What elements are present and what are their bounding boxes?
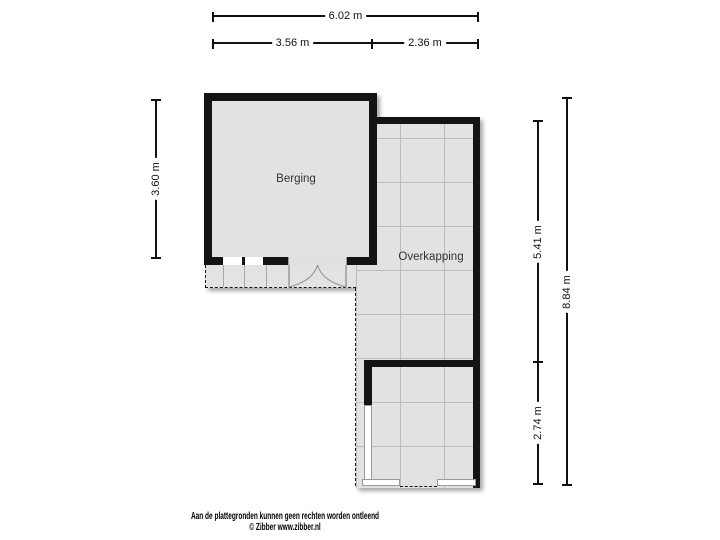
dimension-label-berging-height: 3.60 m xyxy=(150,158,162,200)
dim-tick xyxy=(477,12,479,22)
lower-room-left-opening xyxy=(364,405,372,483)
dimension-lower-section-height xyxy=(532,362,544,484)
dim-tick xyxy=(533,483,543,485)
wall-lower-room-top xyxy=(364,360,480,367)
footer-copyright: © Zibber www.zibber.nl xyxy=(249,521,321,533)
window-berging xyxy=(220,257,266,265)
lower-room-bottom-opening-left xyxy=(362,479,400,486)
dimension-label-overkapping-height: 5.41 m xyxy=(532,221,544,263)
window-projection-line xyxy=(223,265,224,287)
dimension-label-berging-width: 3.56 m xyxy=(272,37,314,49)
dimension-total-width xyxy=(213,10,478,22)
dimension-overkapping-height xyxy=(532,121,544,362)
dim-tick xyxy=(212,39,214,49)
window-frame-tick xyxy=(220,257,223,265)
wall-overkapping-top xyxy=(375,117,480,124)
dim-tick xyxy=(151,99,161,101)
dim-tick xyxy=(212,12,214,22)
dimension-total-height xyxy=(561,98,573,485)
window-frame-tick xyxy=(263,257,266,265)
room-label-overkapping: Overkapping xyxy=(398,251,464,263)
dashed-boundary-left xyxy=(355,288,356,486)
dimension-berging-width xyxy=(213,37,372,49)
wall-right xyxy=(473,117,480,488)
dim-tick xyxy=(477,39,479,49)
door-opening-berging xyxy=(288,257,347,265)
room-label-berging: Berging xyxy=(276,173,316,185)
dim-tick xyxy=(533,361,543,363)
dimension-overkapping-width xyxy=(372,37,478,49)
lower-room-bottom-opening-right xyxy=(437,479,476,486)
dim-tick xyxy=(562,97,572,99)
wall-lower-room-left xyxy=(364,360,372,405)
dim-tick xyxy=(562,484,572,486)
double-door-symbol xyxy=(288,265,347,288)
dim-tick xyxy=(371,39,373,49)
window-mullion-tick xyxy=(242,257,245,265)
dimension-label-overkapping-width: 2.36 m xyxy=(404,37,446,49)
window-projection-line xyxy=(244,265,245,287)
window-projection-line xyxy=(266,265,267,287)
dashed-boundary-bottom xyxy=(400,486,437,487)
dimension-label-lower-section-height: 2.74 m xyxy=(532,402,544,444)
footer xyxy=(45,511,525,533)
dimension-label-total-width: 6.02 m xyxy=(325,10,367,22)
footer-disclaimer: Aan de plattegronden kunnen geen rechten worden ontleend xyxy=(190,510,380,522)
dim-tick xyxy=(151,257,161,259)
dim-tick xyxy=(533,120,543,122)
dimension-berging-height xyxy=(150,100,162,258)
dimension-label-total-height: 8.84 m xyxy=(561,271,573,313)
